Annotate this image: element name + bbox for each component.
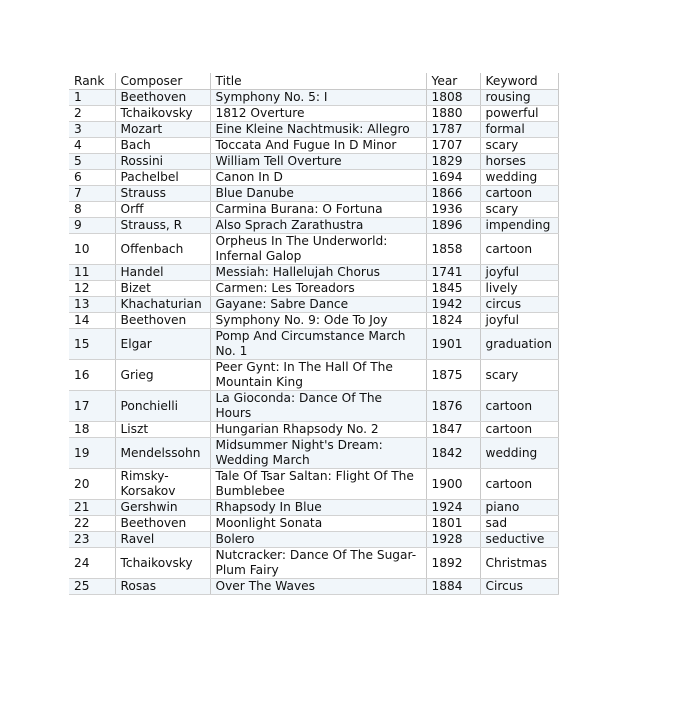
table-row <box>69 154 558 170</box>
cell-year: 1829 <box>426 154 480 170</box>
cell-title: Peer Gynt: In The Hall Of The Mountain King <box>210 360 426 391</box>
table-row <box>69 360 558 391</box>
cell-composer: Orff <box>115 202 210 218</box>
cell-composer: Liszt <box>115 422 210 438</box>
cell-title: 1812 Overture <box>210 106 426 122</box>
cell-composer: Handel <box>115 265 210 281</box>
cell-title: William Tell Overture <box>210 154 426 170</box>
cell-title: Blue Danube <box>210 186 426 202</box>
cell-keyword: scary <box>480 138 558 154</box>
cell-title: Messiah: Hallelujah Chorus <box>210 265 426 281</box>
column-header-composer: Composer <box>115 73 210 90</box>
cell-title: Symphony No. 5: I <box>210 90 426 106</box>
cell-keyword: rousing <box>480 90 558 106</box>
column-header-keyword: Keyword <box>480 73 558 90</box>
cell-composer: Beethoven <box>115 90 210 106</box>
cell-rank: 19 <box>69 438 115 469</box>
cell-year: 1880 <box>426 106 480 122</box>
table-row <box>69 281 558 297</box>
cell-rank: 10 <box>69 234 115 265</box>
table-row <box>69 500 558 516</box>
table-row <box>69 218 558 234</box>
classical-music-table-container <box>69 73 559 595</box>
cell-year: 1936 <box>426 202 480 218</box>
cell-title: Toccata And Fugue In D Minor <box>210 138 426 154</box>
cell-title: Hungarian Rhapsody No. 2 <box>210 422 426 438</box>
cell-rank: 22 <box>69 516 115 532</box>
cell-composer: Offenbach <box>115 234 210 265</box>
table-row <box>69 579 558 595</box>
cell-composer: Mendelssohn <box>115 438 210 469</box>
cell-composer: Gershwin <box>115 500 210 516</box>
column-header-year: Year <box>426 73 480 90</box>
cell-year: 1900 <box>426 469 480 500</box>
cell-title: Symphony No. 9: Ode To Joy <box>210 313 426 329</box>
cell-rank: 20 <box>69 469 115 500</box>
cell-keyword: cartoon <box>480 422 558 438</box>
cell-year: 1842 <box>426 438 480 469</box>
table-row <box>69 329 558 360</box>
cell-title: Over The Waves <box>210 579 426 595</box>
cell-year: 1801 <box>426 516 480 532</box>
cell-rank: 2 <box>69 106 115 122</box>
table-row <box>69 516 558 532</box>
table-row <box>69 297 558 313</box>
table-row <box>69 186 558 202</box>
cell-keyword: sad <box>480 516 558 532</box>
table-row <box>69 438 558 469</box>
cell-year: 1901 <box>426 329 480 360</box>
table-row <box>69 170 558 186</box>
table-row <box>69 469 558 500</box>
cell-rank: 21 <box>69 500 115 516</box>
cell-year: 1694 <box>426 170 480 186</box>
cell-composer: Strauss, R <box>115 218 210 234</box>
cell-keyword: Christmas <box>480 548 558 579</box>
cell-title: Carmen: Les Toreadors <box>210 281 426 297</box>
cell-composer: Pachelbel <box>115 170 210 186</box>
cell-year: 1741 <box>426 265 480 281</box>
cell-title: Also Sprach Zarathustra <box>210 218 426 234</box>
cell-composer: Rosas <box>115 579 210 595</box>
cell-keyword: joyful <box>480 265 558 281</box>
cell-title: Moonlight Sonata <box>210 516 426 532</box>
cell-keyword: cartoon <box>480 234 558 265</box>
cell-rank: 5 <box>69 154 115 170</box>
cell-keyword: seductive <box>480 532 558 548</box>
cell-rank: 14 <box>69 313 115 329</box>
cell-composer: Ponchielli <box>115 391 210 422</box>
column-header-title: Title <box>210 73 426 90</box>
cell-composer: Rimsky-Korsakov <box>115 469 210 500</box>
cell-title: Pomp And Circumstance March No. 1 <box>210 329 426 360</box>
cell-title: Midsummer Night's Dream: Wedding March <box>210 438 426 469</box>
cell-composer: Beethoven <box>115 516 210 532</box>
cell-keyword: formal <box>480 122 558 138</box>
cell-title: Orpheus In The Underworld: Infernal Galop <box>210 234 426 265</box>
cell-title: Nutcracker: Dance Of The Sugar-Plum Fairy <box>210 548 426 579</box>
cell-year: 1875 <box>426 360 480 391</box>
table-row <box>69 234 558 265</box>
table-row <box>69 422 558 438</box>
cell-keyword: powerful <box>480 106 558 122</box>
cell-keyword: wedding <box>480 170 558 186</box>
cell-year: 1942 <box>426 297 480 313</box>
cell-composer: Mozart <box>115 122 210 138</box>
cell-rank: 4 <box>69 138 115 154</box>
cell-keyword: scary <box>480 202 558 218</box>
cell-rank: 13 <box>69 297 115 313</box>
cell-rank: 24 <box>69 548 115 579</box>
cell-year: 1876 <box>426 391 480 422</box>
cell-year: 1808 <box>426 90 480 106</box>
cell-keyword: impending <box>480 218 558 234</box>
cell-keyword: cartoon <box>480 186 558 202</box>
cell-title: La Gioconda: Dance Of The Hours <box>210 391 426 422</box>
cell-keyword: circus <box>480 297 558 313</box>
cell-rank: 12 <box>69 281 115 297</box>
cell-year: 1866 <box>426 186 480 202</box>
cell-composer: Grieg <box>115 360 210 391</box>
cell-year: 1858 <box>426 234 480 265</box>
table-row <box>69 313 558 329</box>
cell-rank: 8 <box>69 202 115 218</box>
cell-title: Rhapsody In Blue <box>210 500 426 516</box>
cell-rank: 9 <box>69 218 115 234</box>
cell-composer: Ravel <box>115 532 210 548</box>
cell-keyword: lively <box>480 281 558 297</box>
cell-year: 1928 <box>426 532 480 548</box>
table-body <box>69 90 558 595</box>
cell-composer: Elgar <box>115 329 210 360</box>
cell-rank: 23 <box>69 532 115 548</box>
cell-rank: 18 <box>69 422 115 438</box>
cell-composer: Bach <box>115 138 210 154</box>
cell-rank: 1 <box>69 90 115 106</box>
cell-keyword: Circus <box>480 579 558 595</box>
cell-year: 1924 <box>426 500 480 516</box>
cell-title: Canon In D <box>210 170 426 186</box>
cell-title: Bolero <box>210 532 426 548</box>
cell-year: 1847 <box>426 422 480 438</box>
cell-composer: Rossini <box>115 154 210 170</box>
cell-composer: Bizet <box>115 281 210 297</box>
cell-rank: 17 <box>69 391 115 422</box>
cell-rank: 3 <box>69 122 115 138</box>
cell-composer: Tchaikovsky <box>115 548 210 579</box>
cell-keyword: graduation <box>480 329 558 360</box>
column-header-rank: Rank <box>69 73 115 90</box>
cell-rank: 25 <box>69 579 115 595</box>
cell-composer: Khachaturian <box>115 297 210 313</box>
cell-keyword: horses <box>480 154 558 170</box>
cell-year: 1787 <box>426 122 480 138</box>
cell-keyword: joyful <box>480 313 558 329</box>
cell-title: Gayane: Sabre Dance <box>210 297 426 313</box>
table-row <box>69 122 558 138</box>
table-row <box>69 138 558 154</box>
cell-rank: 11 <box>69 265 115 281</box>
table-row <box>69 202 558 218</box>
table-row <box>69 265 558 281</box>
cell-year: 1707 <box>426 138 480 154</box>
cell-rank: 16 <box>69 360 115 391</box>
cell-title: Carmina Burana: O Fortuna <box>210 202 426 218</box>
cell-keyword: piano <box>480 500 558 516</box>
cell-composer: Beethoven <box>115 313 210 329</box>
table-row <box>69 391 558 422</box>
cell-year: 1892 <box>426 548 480 579</box>
cell-rank: 15 <box>69 329 115 360</box>
cell-year: 1845 <box>426 281 480 297</box>
cell-year: 1824 <box>426 313 480 329</box>
cell-year: 1884 <box>426 579 480 595</box>
classical-music-table <box>69 73 559 595</box>
cell-title: Eine Kleine Nachtmusik: Allegro <box>210 122 426 138</box>
cell-rank: 7 <box>69 186 115 202</box>
cell-keyword: cartoon <box>480 391 558 422</box>
cell-title: Tale Of Tsar Saltan: Flight Of The Bumblebee <box>210 469 426 500</box>
cell-composer: Tchaikovsky <box>115 106 210 122</box>
cell-keyword: scary <box>480 360 558 391</box>
table-row <box>69 532 558 548</box>
cell-composer: Strauss <box>115 186 210 202</box>
cell-rank: 6 <box>69 170 115 186</box>
cell-year: 1896 <box>426 218 480 234</box>
table-row <box>69 548 558 579</box>
table-row <box>69 90 558 106</box>
cell-keyword: wedding <box>480 438 558 469</box>
table-header-row <box>69 73 558 90</box>
table-row <box>69 106 558 122</box>
cell-keyword: cartoon <box>480 469 558 500</box>
